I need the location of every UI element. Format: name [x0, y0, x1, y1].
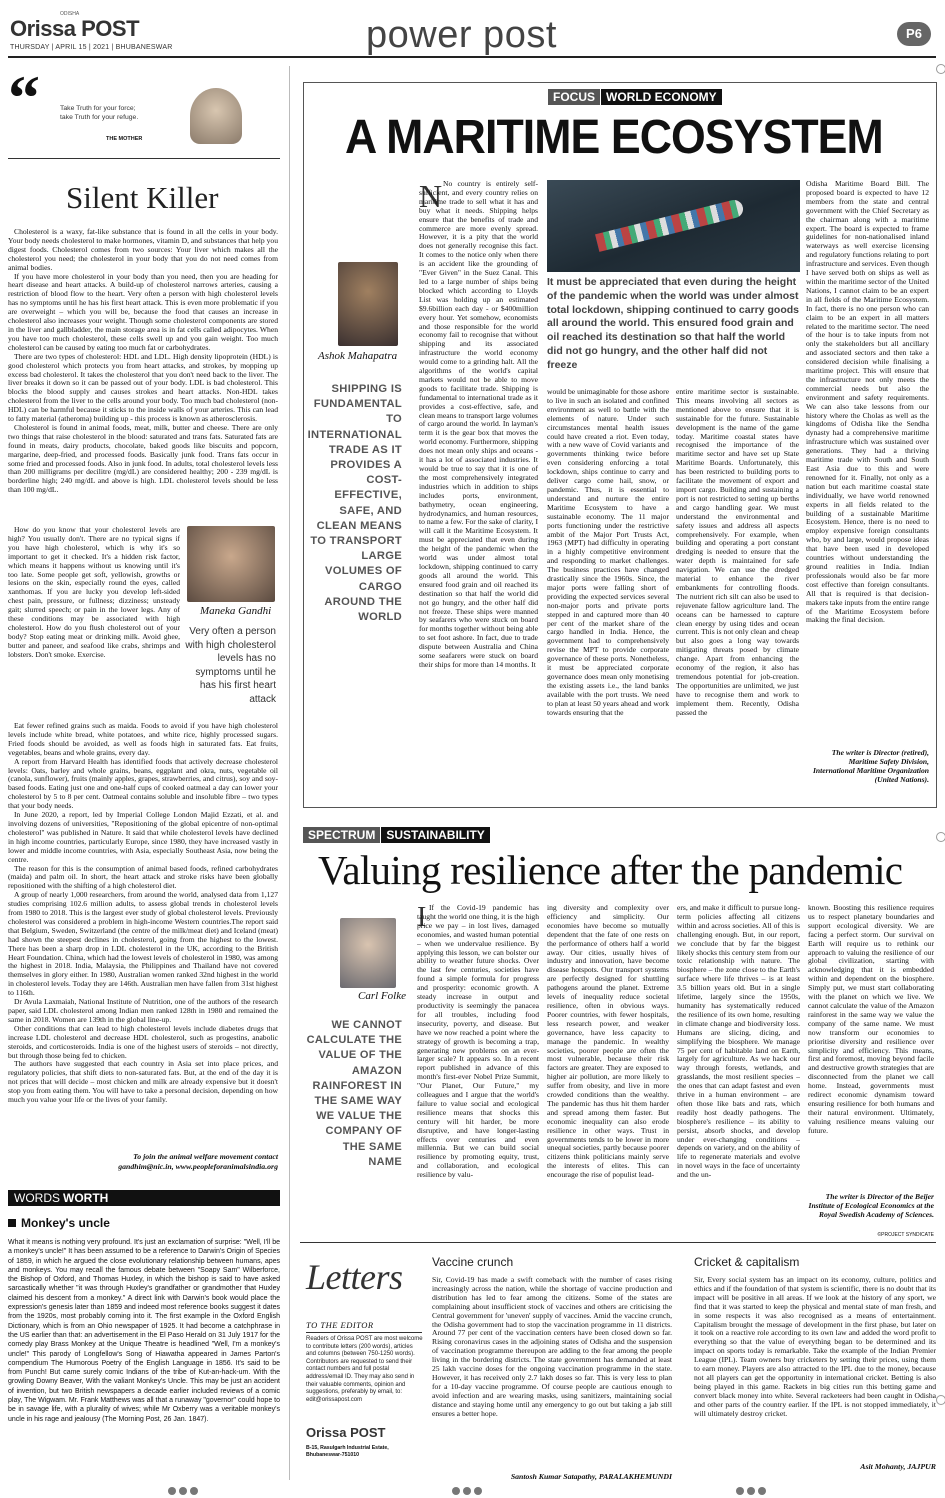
maritime-col-1: No country is entirely self-sufficient, and every country relies on maritime trade to sell what it has and buy what it needs. Shipping helps ensure that the benefits of trade and commerce are more evenly spread. However, it is a pity that the world does not generally recognise this fact. It comes to the notice only when there is an accident like the grounding of "Ever Given" in the Suez Canal. This led to a large number of ships being blocked which according to Lloyds List was holding up an estimated $9.6billion each day - or $400million every hour. Yet somehow, economists and those responsible for the world economy fail to recognise that without shipping and its associated infrastructure the world economy would come to a grinding halt. All the algorithms of the world's capital markets would not be able to move goods to facilitate trade. Shipping is fundamental to international trade as it provides a cost-effective, safe, and clean means to transport large volumes of cargo around the world. In layman's term it is the gear box that moves the world economy. Furthermore, shipping does not mean only ships and oceans - it has a lot of associated industries. It would be true to say that it is one of the most comprehensively integrated industries which in addition to ships includes ports, environment, bathymetry, ocean engineering, hydrodynamics, and human resources, to name a few. For the sake of clarity, I will call it the Maritime Ecosystem. It must be appreciated that even during the height of the pandemic when the world was under almost total lockdown, shipping continued to carry goods all around the world. This ensured food grain and oil reached its destination so that half the world did not go hungry, and the other half did not freeze. These ships were manned by seafarers who were stuck on board for months together without being able to set foot ashore. In fact, due to trade dispute between Australia and China some seafarers were stuck on board their ships for more than 14 months. It	[419, 180, 538, 669]
color-bar-icon	[736, 1487, 766, 1495]
paragraph: The reason for this is the consumption of animal based foods, refined carbohydrates (maida) and palm oil. In short, the heart attack and stroke risks have been globally repositioned with the shifting of a high cholesterol diet.	[8, 863, 278, 891]
resilience-col-4: known. Boosting this resilience requires us to respect planetary boundaries and support ecological diversity. We are facing a perfect storm. Our survival on Earth will require us to rethink our approach to valuing the resilience of our global civilization, starting with acknowledging that it is embedded within and dependent on the biosphere. Simply put, we must start collaborating with the planet on which we live. We cannot calculate the value of the Amazon rainforest in the same way we value the company of the same name. We must now transform our economies to prioritise diversity and resilience over simplicity and efficiency. This means, first and foremost, moving beyond facile and destructive growth strategies that are disconnected from the planet we call home. Instead, governments must redirect economic dynamism toward ensuring resilience for both humans and their natural environment. Ultimately, valuing resilience means valuing our future.	[808, 904, 934, 1135]
kicker-spectrum: SPECTRUM	[303, 827, 380, 843]
wordsworth-label-1: WORDS	[14, 1191, 60, 1205]
carl-folke-photo	[340, 918, 396, 988]
letter-1-signature: Santosh Kumar Satapathy, PARALAKHEMUNDI	[510, 1472, 672, 1481]
letters-title: Letters	[306, 1257, 403, 1297]
letter-2-signature: Asit Mohanty, JAJPUR	[860, 1462, 936, 1471]
writer-bio: The writer is Director (retired), Maritime Safety Division, International Maritime Organization (United Nations).	[812, 748, 929, 784]
wordsworth-label-2: WORTH	[63, 1191, 109, 1205]
bullet-square-icon	[8, 1219, 16, 1227]
resilience-col-2: ing diversity and complexity over efficiency and simplicity. Our economies have become so mutually dependent that the fate of one rests on the performance of others half a world away. Our cities, usually hives of industry and innovation, have become disease hotspots. Our transport systems are perfectly designed for shuttling pathogens around the planet. Extreme levels of inequality reduce societal resilience, often in obvious ways. Poorer countries, with fewer hospitals, less research power, and weaker governance, have less capacity to manage the pandemic. In wealthy societies, poorer people are often the most vulnerable, because their risk factors are greater. They are exposed to higher air pollution, are more likely to suffer from obesity, and live in more crowded conditions than the wealthy. The pandemic has thus hit them harder and spread among them faster. But economic inequality can also erode resilience in other ways. Trust in governments tends to be lower in more unequal societies, partly because poorer citizens think politicians mainly serve the interests of elites. This can encourage the rise of populist lead-	[547, 904, 669, 1180]
quote-text: Take Truth for your force; take Truth for your refuge.	[60, 105, 139, 121]
resilience-col-3: ers, and make it difficult to pursue long-term policies affecting all citizens within and across societies. All of this is challenging enough. But, in our report, we conclude that by far the biggest likely shocks this century stem from our toxic relationship with nature. The biosphere – the zone close to the Earth's surface where life thrives – is at least 3.5 billion years old. But in a single lifetime, largely since the 1950s, humanity has systematically reduced the resilience of its own home, resulting in climate change and biodiversity loss. Humans are slicing, dicing, and simplifying the biosphere. We manage 75 per cent of habitable land on Earth, largely for agriculture. As we hack our way through forests, wetlands, and grasslands, the most resilient species – the ones that can adapt fastest and even thrive in a human environment – are often those like bats and rats, which readily host deadly pathogens. The biosphere's resilience – its ability to persist, absorb shocks, and develop under ever-changing conditions – depends on variety, and on the ability of life to regenerate materials and evolve in novel ways in the face of uncertainty and the un-	[677, 904, 800, 1180]
letter-1-text: Sir, Covid-19 has made a swift comeback with the number of cases rising increasingly across the nation, while the shortage of vaccine production and distribution has led to fear among the citizens. Some of the states are complaining about insufficient stock of vaccines and others are criticising the Central government for 'uneven' supply of vaccines. Amid the vaccine crunch, the Odisha government had to stop the vaccination programme in 11 districts. Around 77 per cent of the vaccination centers have been closed down so far. Rising coronavirus cases in the adjoining states of Odisha and the suspension of vaccination programme thereupon are adding to the fear among the people living in the bordering districts. The state government has demanded at least 25 lakh vaccine doses for the ongoing vaccination programme in the state. However, it has received only 2.7 lakh doses so far. This is very less to plan for a 10-day vaccine programme. Of course people are cautious enough to avoid infection and are wearing masks, using sanitizers, maintaining social distance and staying home until any emergency to go out but taking a jab still ensures a better hope.	[432, 1276, 672, 1418]
column-divider	[289, 66, 290, 1480]
maritime-title: A MARITIME ECOSYSTEM	[345, 111, 883, 164]
registration-mark-icon	[936, 832, 945, 842]
letter-1-title: Vaccine crunch	[432, 1255, 514, 1269]
silent-killer-body-narrow	[8, 526, 180, 722]
ashok-mahapatra-photo	[338, 262, 398, 346]
paragraph: In June 2020, a report, led by Imperial College London Majid Ezzati, et al. and involving dozens of universities, "Repositioning of the global epicentre of non-optimal cholesterol" was published in Nature. It said that while cholesterol levels have declined in high income countries, particularly Europe, since 1980, they have increased vastly in lower and middle income countries, with Asia, especially Southeast Asia, now being the centre.	[8, 810, 278, 864]
letters-address: B-15, Rasulgarh Industrial Estate, Bhubaneswar-751010	[306, 1445, 389, 1458]
quote-marks-icon: “	[8, 62, 40, 133]
resilience-title: Valuing resilience after the pandemic	[318, 847, 903, 893]
dateline: THURSDAY | APRIL 15 | 2021 | BHUBANESWAR	[10, 44, 173, 51]
pull-quote: WE CANNOT CALCULATE THE VALUE OF THE AMAZON RAINFOREST IN THE SAME WAY WE VALUE THE COMPANY OF THE SAME NAME	[306, 1019, 402, 1168]
maritime-col-4: Odisha Maritime Board Bill. The proposed board is expected to have 12 members from the state and central government with the Chief Secretary as the chairman along with a maritime expert. The board is expected to frame guidelines for non-nationalised inland waterways as well exercise licensing and regulatory functions relating to port infrastructure and services. Even though I have served both on ships as well as within the maritime sector of the United Nations, I cannot claim to be an expert in all fields of the Maritime Ecosystem. In fact, there is no one person who can claim to be an expert in all matters related to the maritime sector. The need of the hour is to take inputs from not only the stakeholders but all ancillary and associated sectors and then take a considered decision while finalising a maritime project. This will ensure that the infrastructure not only meets the commercial needs but also the environment and safety requirements. We can also take lessons from our history where the Cholas as well as the kingdoms of Odisha like the Sendha dynasty had a comprehensive maritime infrastructure which was sustained over generations. They had a thriving maritime trade with South and South East Asia due to this and were renowned for it. Finally, not only as a nation but each maritime coastal state individually, we have world renowned experts in all fields related to the building of a sustainable Maritime Ecosystem. Hence, there is no need to employ expensive foreign consultants who, by and large, would propose ideas that have been used in developed countries without understanding the ground realities in India. Indian professionals would also be far more cost effective than foreign consultants. All that is required is that decision-makers take inputs from the entire range of the Maritime Ecosystem before making the final decision.	[806, 180, 929, 625]
the-mother-photo	[190, 88, 242, 144]
color-bar-icon	[168, 1487, 198, 1495]
paragraph: The authors have suggested that each country in Asia set into place prices, and regulatory policies, that shift diets to non-saturated fats. But, at the end of the day it is not prices that will decide – most chicken and milk are already expensive but it doesn't stop you from eating them. You will have to take a personal decision, depending on how much you value your life or the lives of your family.	[8, 1059, 278, 1105]
resilience-col-1: If the Covid-19 pandemic has taught the world one thing, it is the high price we pay – in lost lives, damaged economies, and wasted human potential – when we undervalue resilience. By applying this lesson, we can bolster our ability to weather future shocks. Over the last few centuries, societies have found a simple formula for progress and prosperity: economic growth. A steady increase in output and productivity is seemingly the panacea for all troubles, including food insecurity, poverty, and disease. But have we now reached a point where the strategy of growth is becoming a trap, generating new problems on an ever-larger scale? It appears so. In a recent report published in advance of this month's first-ever Nobel Prize Summit, "Our Planet, Our Future," my colleagues and I argue that the world's failure to value social and ecological resilience means that shocks this century will hit harder, be more disruptive, and have longer-lasting effects over centuries and even millennia. But we can build social resilience by promoting equity, trust, and collaboration, and ecological resilience by valu-	[417, 904, 539, 1180]
paragraph: Cholesterol is a waxy, fat-like substance that is found in all the cells in your body. Your body needs cholesterol to make hormones, vitamin D, and substances that help you digest foods. Cholesterol comes from two sources: Your liver which makes all the cholesterol you need; the cholesterol in your body that you do not need comes from animal bodies.	[8, 228, 278, 272]
page-number-badge	[897, 22, 931, 46]
paragraph: There are two types of cholesterol: HDL and LDL. High density lipoprotein (HDL) is good cholesterol which protects you from heart attacks, and strokes, by mopping up excess bad cholesterol. It takes the cholesterol that you don't need back to the liver. The liver breaks it down so it can be passed out of your body. LDL is bad cholesterol. This blocks the blood supply and causes strokes and heart attacks. Non-HDL takes cholesterol from the liver to the cells around your body. Too much bad cholesterol (non-HDL) can be harmful because it sticks to the inside walls of your arteries. This can lead to fatty material (atheroma) building up - this process is known as atherosclerosis.	[8, 351, 278, 424]
paragraph: If you have more cholesterol in your body than you need, then you are heading for heart disease and heart attacks. A build-up of cholesterol narrows arteries, causing a restriction of blood flow to the heart. Very often a person with high cholesterol levels has no symptoms until he has his first heart attack. This is even more problematic if you are overweight – which you will be, because the food that causes an increase in cholesterol also increases your weight. Though some cholesterol components are stored in the liver and gallbladder, the main storage area is in fat cells called adipocytes. When you have too much cholesterol, these cells swell up and you gain weight. Too much cholesterol can be caused by eating too much fat or carbohydrates.	[8, 271, 278, 352]
letters-info: Readers of Orissa POST are most welcome to contribute letters (200 words), articles and columns (between 750-1250 words). Contributors are requested to send their contact numbers and full postal address/email ID. They may also send in their valuable comments, opinion and suggestions, preferably by email, to: edit@orissapost.com	[306, 1336, 423, 1403]
paragraph: Other conditions that can lead to high cholesterol levels include diabetes drugs that increase LDL cholesterol and decrease HDL cholesterol, such as progestins, anabolic steroids, and corticosteroids. India is one of the highest users of steroids – not directly, but through those being fed to chicken.	[8, 1023, 278, 1060]
paragraph: Dr Avula Laxmaiah, National Institute of Nutrition, one of the authors of the research paper, said LDL cholesterol among Indian men ranked 128th in 1980 and remained the same in 2018. Women are 139th in the global line-up.	[8, 997, 278, 1024]
credit: ©PROJECT SYNDICATE	[877, 1232, 934, 1238]
letters-subtitle: TO THE EDITOR	[306, 1320, 374, 1330]
paragraph: A group of nearly 1,000 researchers, from around the world, analysed data from 1,127 studies comprising 102.6 million adults, to assess global trends in cholesterol levels from 1980 to 2018. This is the largest ever study of global cholesterol levels. Previously cholesterol was considered a problem in high-income Western countries.The report said that Belgium, Sweden, Switzerland (the centre of the milk/meat diet) and Iceland (meat) had shown the steepest declines in cholesterol, going from the highest to the lowest. There has been a sharp drop in LDL cholesterol in the UK, according to the British Heart Foundation. China, which had the lowest levels of cholesterol in 1980, was among the highest in 2018. India, Malaysia, the Philippines and Thailand have not covered themselves in glory either. In 1980, Australian women ranked 32nd highest in the world in cholesterol levels. Today they are 146th. Australian men have fallen from 31st highest to 116th.	[8, 890, 278, 998]
masthead-logo	[10, 16, 139, 42]
resilience-kicker	[303, 824, 490, 843]
writer-bio: The writer is Director of the Beijer Institute of Ecological Economics at the Royal Swedish Academy of Sciences.	[808, 1192, 934, 1219]
dropcap: I	[417, 902, 427, 933]
wordsworth-title-text: Monkey's uncle	[21, 1216, 110, 1230]
letter-2-title: Cricket & capitalism	[694, 1255, 800, 1269]
dropcap: N	[419, 178, 443, 214]
page-number: P6	[906, 26, 922, 41]
kicker-focus: FOCUS	[548, 89, 600, 105]
silent-killer-body-bottom	[8, 722, 278, 1142]
paragraph: Eat fewer refined grains such as maida. Foods to avoid if you have high cholesterol levels include white bread, white potatoes, and white rice, highly processed sugars. Fried foods should be avoided, as well as foods high in saturated fats. Eat fruits, vegetables, beans and whole grains, every day.	[8, 722, 278, 757]
maritime-col-2: would be unimaginable for those ashore to live in such an isolated and confined environment as well to battle with the elements of nature. Under such circumstances mental health issues could have created a riot. Even today, with a new wave of Covid variants and governments thinking twice before even considering enforcing a total lockdown, ships continue to carry and deliver cargo come hail, snow, or pandemic. Thus, it is essential to understand and nurture the entire Maritime Ecosystem to have a sustainable economy. The 11 major ports functioning under the restrictive ambit of the Major Port Trusts Act, 1963 (MPT) had difficulty in operating in a highly competitive environment and responding to market challenges. The business practices have changed drastically since the 1960s. Since, the major ports were falling short of providing the expected services several non-major ports and private ports stepped in and captured more than 40 per cent of the market share of the cargo handled in India. Hence, the government had to comprehensively revise the MPT to provide corporate governance of these ports. Nonetheless, it must be appreciated corporate governance does mean only monetising the existing assets i.e., the land banks available with the port trusts. We need to plan at least 50 years ahead and work towards ensuring that the	[547, 388, 669, 717]
registration-mark-icon	[936, 1395, 945, 1405]
maneka-gandhi-photo	[187, 526, 275, 602]
divider	[306, 1332, 422, 1333]
silent-killer-body-top	[8, 228, 278, 526]
letters-logo: Orissa POST	[306, 1425, 386, 1440]
kicker-sustainability: SUSTAINABILITY	[381, 827, 489, 843]
wordsworth-body: What it means is nothing very profound. It's just an exclamation of surprise: "Well, I'll be a monkey's uncle!" It has been assumed to be a reference to Darwin's Origin of Species of 1859, in which he argued the close evolutionary relationship between humans, apes and monkeys. You may recall the famous debate between "Soapy Sam" Wilberforce, the Bishop of Oxford, and Thomas Huxley, in which the bishop is said to have asked sarcastically whether "it was through Huxley's grandfather or grandmother that Huxley claimed his descent from a monkey." A direct link with Darwin's book would place the expression's genesis later than 1859 and indeed most reference books suggest it dates from the 1920s, most probably coming into it. The first example in the Oxford English Dictionary, which is from an Ohio newspaper of 1925. It had become a catchphrase in the US earlier than that: an advertisement in the El Paso Herald on 31 July 1917 for the comedy play Brass Monkey at the Unique Theatre is headlined "Well, I'm a monkey's uncle!" This parody of Longfellow's Song of Hiawatha appeared in James Parton's compendium The Humorous Poetry of the English Language in 1856. It's said to be from Punch! But came surely comic Indians of the tribe of Kut-an-hack-um. With the growling Downy Beaver, With the valiant Monkey's Uncle. This may be just an accident of invention, but two British newspapers a decade earlier included reviews of a comic play, The Wigwam. Mr. Frank Matthews was all that a runaway "governor" could hope to be in savage life, with a plurality of wives; while Mr Oxberry was a veritable monkey's uncle in his rage and jealousy (The Morning Post, 26 Jan. 1847).	[8, 1239, 280, 1423]
divider	[300, 1242, 936, 1243]
photo-caption: It must be appreciated that even during the height of the pandemic when the world was under almost total lockdown, shipping continued to carry goods all around the world. This ensured food grain and oil reached its destination so that half the world did not go hungry, and the other half did not freeze	[547, 276, 800, 371]
silent-killer-title: Silent Killer	[66, 180, 219, 215]
kicker-world-economy: WORLD ECONOMY	[601, 89, 722, 105]
color-bar-icon	[452, 1487, 482, 1495]
paragraph: A report from Harvard Health has identified foods that actively decrease cholesterol levels: Oats, barley and whole grains, beans, eggplant and okra, nuts, vegetable oil (canola, sunflower), fruits (mainly apples, grapes, strawberries, and citrus), soy and soy-based foods. Eating just one and one-half cups of cooked oatmeal a day can lower your cholesterol by 5 to 8 per cent. Oatmeal contains soluble and insoluble fibre – two types that your body needs.	[8, 756, 278, 811]
ship-hull-icon	[595, 198, 745, 252]
masthead-logo-small: ODISHA	[60, 11, 80, 17]
wordsworth-header	[8, 1190, 280, 1206]
pull-quote: SHIPPING IS FUNDAMENTAL TO INTERNATIONAL TRADE AS IT PROVIDES A COST-EFFECTIVE, SAFE, AND CLEAN MEANS TO TRANSPORT LARGE VOLUMES OF CARGO AROUND THE WORLD	[307, 383, 402, 624]
byline-line-2: gandhim@nic.in, www.peopleforanimalsindia.org	[118, 1162, 278, 1171]
paragraph: Cholesterol is found in animal foods, meat, milk, butter and cheese. There are only two things that raise cholesterol in the blood: saturated and trans fats. Saturated fats are found in meats, dairy products, chocolate, baked goods like biscuits and popcorn, margarine, deep-fried, and processed foods. Basically junk food. Trans fats occur in some fried and processed foods. Also in junk food. In adults, total cholesterol levels less than 200 milligrams per decilitre (mg/dL) are considered healthy; 200 - 239 mg/dL is borderline high; 240 mg/dL and above is high. LDL cholesterol levels should be less than 100 mg/dL.	[8, 422, 278, 495]
masthead-rule	[8, 56, 936, 58]
quote-author: THE MOTHER	[106, 136, 143, 142]
byline	[8, 1152, 278, 1172]
masthead	[0, 0, 945, 60]
maritime-kicker	[548, 86, 722, 105]
letter-2-text: Sir, Every social system has an impact on its economy, culture, politics and ethics and if the foundation of that system is scientific, there is no doubt that its impact will be positive in all areas. If we look at the history of any sport, we find that it was started to keep the physical and mental state of man fresh, and in some respects it was also recognised as a means of entertainment. Capitalism brought the message of development in the first phase, but later on it took on a reactive role according to its own law and added the word profit to everything so that the value of everything began to be determined and its impact on sports today is remarkable. Take the example of the Indian Premier League (IPL). Team owners buy cricketers by setting their prices, using them to earn money. Players are also attracted to the IPL due to the money, because not all players can get the opportunity in international cricket. Betting is also being played in this game. Rackets in big cities run this betting game and convert black money into white. Several racketeers had been caught in Odisha and other parts of the country earlier. If the IPL is not stopped immediately, it will ultimately destroy cricket.	[694, 1276, 936, 1418]
author-name: Maneka Gandhi	[200, 605, 272, 617]
author-name: Carl Folke	[358, 990, 406, 1002]
author-name: Ashok Mahapatra	[318, 350, 398, 362]
pull-quote: Very often a person with high cholesterol levels has no symptoms until he has his first heart attack	[185, 626, 276, 705]
ship-aerial-photo	[547, 180, 800, 272]
section-title: power post	[366, 14, 557, 56]
wordsworth-title	[8, 1216, 110, 1230]
registration-mark-icon	[936, 64, 945, 74]
divider	[8, 158, 280, 159]
logo-text: Orissa POST	[10, 16, 140, 41]
paragraph: How do you know that your cholesterol levels are high? You usually don't. There are no typical signs if you have high cholesterol, which is why it's so important to get it checked. It's a hidden risk factor, which means it happens without us knowing until it's too late. Some people get soft, yellowish, growths or lesions on the skin, especially round the eyes, called xanthomas. If you are lucky you develop left-sided chest pain, pressure, or fullness; dizziness; unsteady gait; slurred speech; or pain in the lower legs. Any of these conditions may be associated with high cholesterol. How do you flush cholesterol out of your body? Stop eating meat or drinking milk. Avoid ghee, butter and paneer, and seafood like crabs, shrimps and lobsters. Don't smoke. Exercise.	[8, 526, 180, 659]
byline-line-1: To join the animal welfare movement contact	[133, 1152, 278, 1161]
maritime-col-3: entire maritime sector is sustainable. This means involving all sectors as mentioned above to ensure that it is sustainable for the future. Sustainable development is the name of the game today. Maritime coastal states have recognised the importance of the maritime sector and have set up State Maritime Boards. Unfortunately, this has been restricted to building ports to facilitate the movement of export and import cargo. Building and sustaining a port is not restricted to setting up berths and cargo handling gear. We must understand the environmental and safety issues and address all aspects comprehensively. For example, when building and operating a port constant dredging is needed to ensure that the water depth is maintained for safe navigation. We can use the dredged material to enhance the river embankments for controlling floods. The nutrient rich silt can also be used to rejuvenate fallow agriculture land. The oceans can be harnessed to capture clean energy by using tides and ocean current. This is not only clean and cheap but also goes a long way towards mitigating threats posed by climate change. Apart from enhancing the economy of the region, it also has tremendous potential for job-creation. The opportunities are unlimited, we just have to recognise them and work to implement them. Recently, Odisha passed the	[676, 388, 799, 717]
